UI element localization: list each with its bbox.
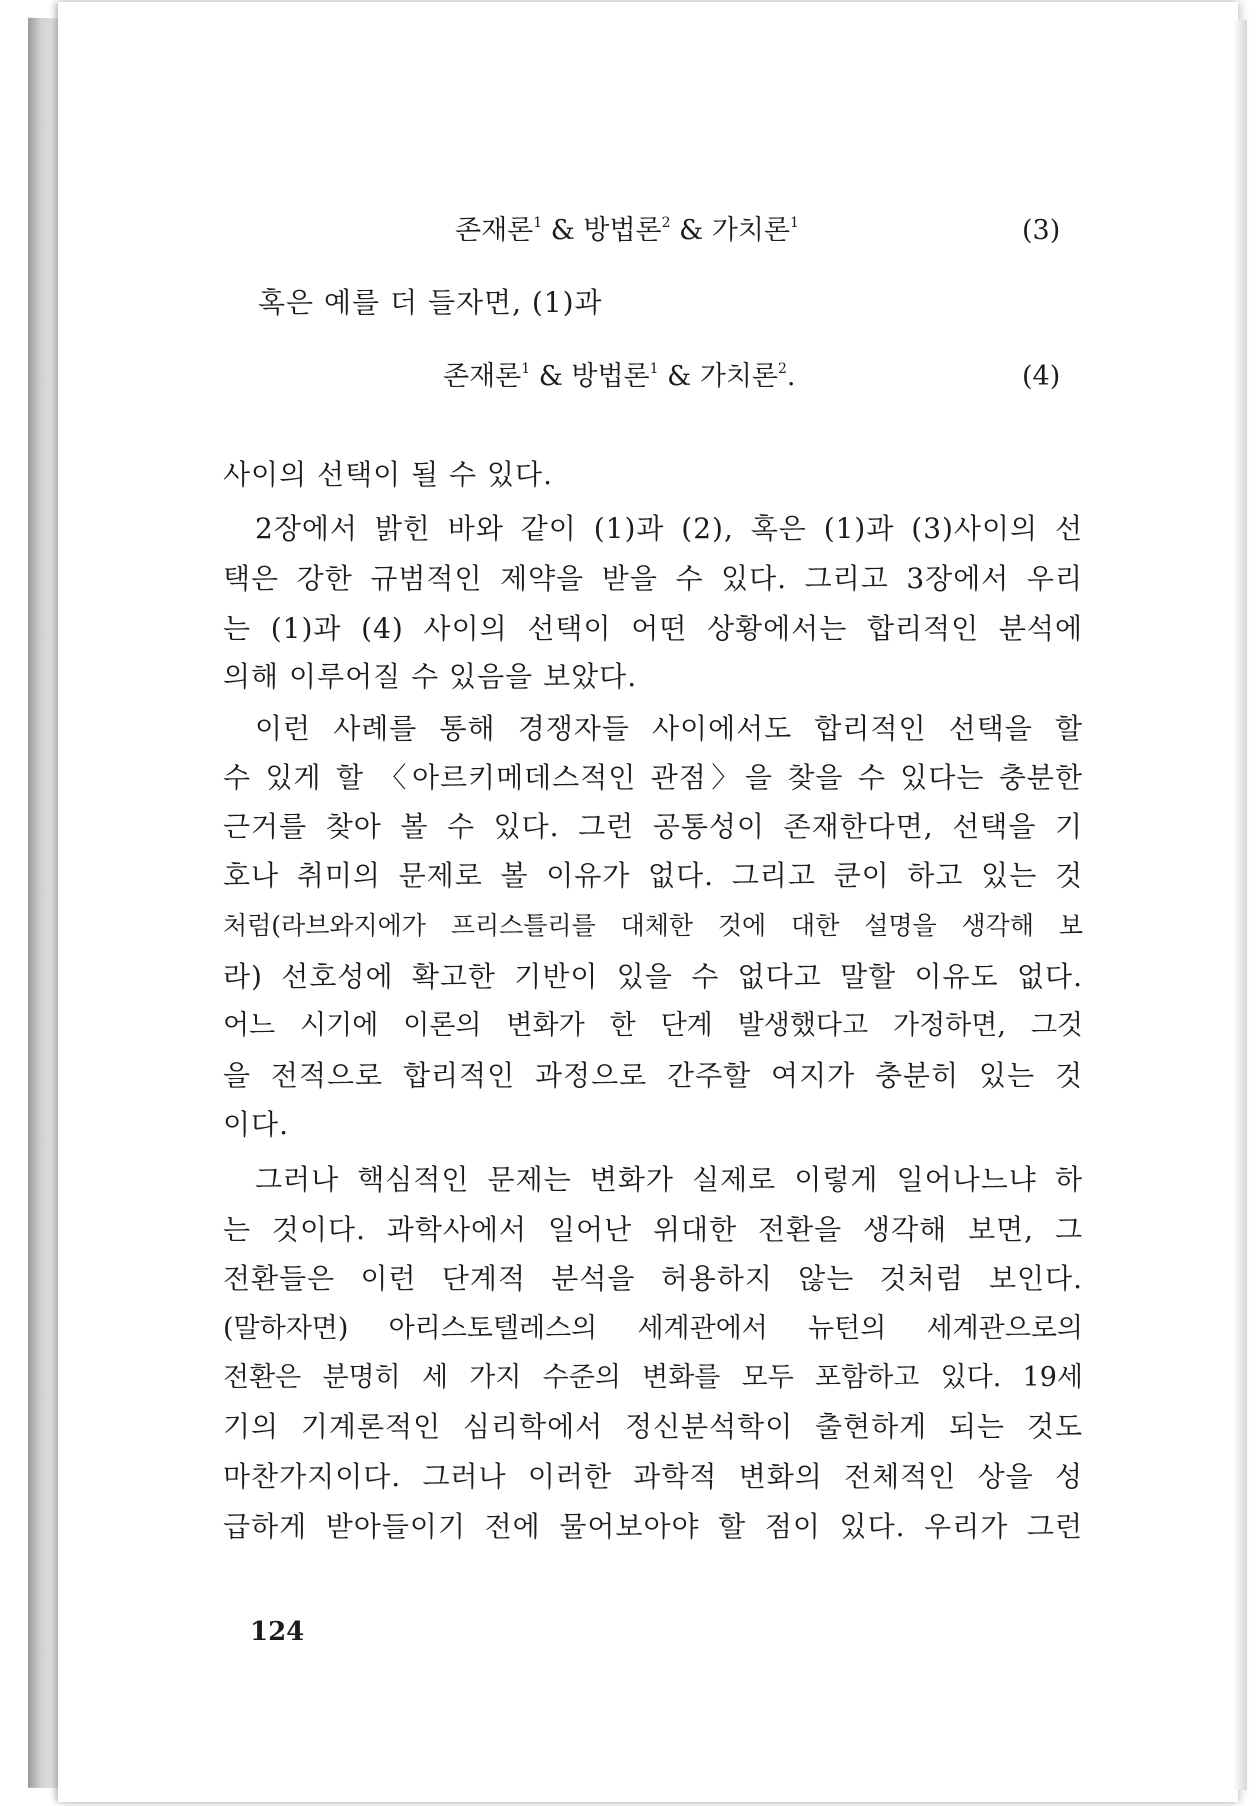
text-line: 전환들은 이런 단계적 분석을 허용하지 않는 것처럼 보인다. (223, 1262, 1083, 1295)
text-line: 라) 선호성에 확고한 기반이 있을 수 없다고 말할 이유도 없다. (223, 960, 1083, 993)
text-line: 수 있게 할 〈아르키메데스적인 관점〉을 찾을 수 있다는 충분한 (223, 761, 1083, 794)
equation-4-term: & 방법론 (530, 361, 650, 392)
equation-3-superscript: 1 (533, 215, 543, 231)
equation-3-term: & 방법론 (542, 215, 662, 246)
equation-3-number: (3) (1022, 215, 1061, 246)
equation-4-superscript: 2 (778, 361, 787, 377)
text-line: 의해 이루어질 수 있음을 보았다. (223, 660, 638, 693)
equation-4-superscript: 1 (521, 361, 531, 377)
text-line: 이런 사례를 통해 경쟁자들 사이에서도 합리적인 선택을 할 (255, 712, 1083, 745)
text-line: 처럼(라브와지에가 프리스틀리를 대체한 것에 대한 설명을 생각해 보 (223, 911, 1083, 940)
text-line: 마찬가지이다. 그러나 이러한 과학적 변화의 전체적인 상을 성 (223, 1460, 1083, 1493)
page-number: 124 (250, 1617, 305, 1647)
book-spine-edge (28, 18, 58, 1789)
equation-4-superscript: 1 (649, 361, 659, 377)
text-line: 는 (1)과 (4) 사이의 선택이 어떤 상황에서는 합리적인 분석에 (223, 612, 1083, 645)
text-line: 택은 강한 규범적인 제약을 받을 수 있다. 그리고 3장에서 우리 (223, 562, 1083, 595)
equation-4-term: & 가치론 (658, 361, 778, 392)
text-line: 사이의 선택이 될 수 있다. (223, 458, 553, 491)
equation-4 (443, 357, 796, 397)
text-line: 을 전적으로 합리적인 과정으로 간주할 여지가 충분히 있는 것 (223, 1059, 1083, 1092)
equation-4-term: . (786, 361, 796, 392)
text-line: 급하게 받아들이기 전에 물어보아야 할 점이 있다. 우리가 그런 (223, 1510, 1083, 1543)
text-line: 전환은 분명히 세 가지 수준의 변화를 모두 포함하고 있다. 19세 (223, 1362, 1083, 1393)
equation-4-number: (4) (1022, 361, 1061, 392)
equation-3 (455, 211, 799, 251)
page-right-shadow (1233, 20, 1247, 1790)
equation-3-term: & 가치론 (670, 215, 790, 246)
text-line: 그러나 핵심적인 문제는 변화가 실제로 이렇게 일어나느냐 하 (255, 1163, 1083, 1196)
equation-4-term: 존재론 (443, 361, 522, 392)
text-line: 는 것이다. 과학사에서 일어난 위대한 전환을 생각해 보면, 그 (223, 1213, 1083, 1246)
text-line: 근거를 찾아 볼 수 있다. 그런 공통성이 존재한다면, 선택을 기 (223, 810, 1083, 843)
text-line: 어느 시기에 이론의 변화가 한 단계 발생했다고 가정하면, 그것 (223, 1010, 1083, 1041)
equation-3-term: 존재론 (455, 215, 534, 246)
text-line: 2장에서 밝힌 바와 같이 (1)과 (2), 혹은 (1)과 (3)사이의 선 (255, 512, 1083, 545)
equation-3-superscript: 1 (790, 215, 799, 231)
text-line: 호나 취미의 문제로 볼 이유가 없다. 그리고 쿤이 하고 있는 것 (223, 859, 1083, 892)
text-line: 혹은 예를 더 들자면, (1)과 (258, 286, 603, 319)
text-line: (말하자면) 아리스토텔레스의 세계관에서 뉴턴의 세계관으로의 (223, 1313, 1083, 1344)
text-line: 기의 기계론적인 심리학에서 정신분석학이 출현하게 되는 것도 (223, 1410, 1083, 1443)
text-line: 이다. (223, 1108, 289, 1141)
equation-3-superscript: 2 (661, 215, 671, 231)
